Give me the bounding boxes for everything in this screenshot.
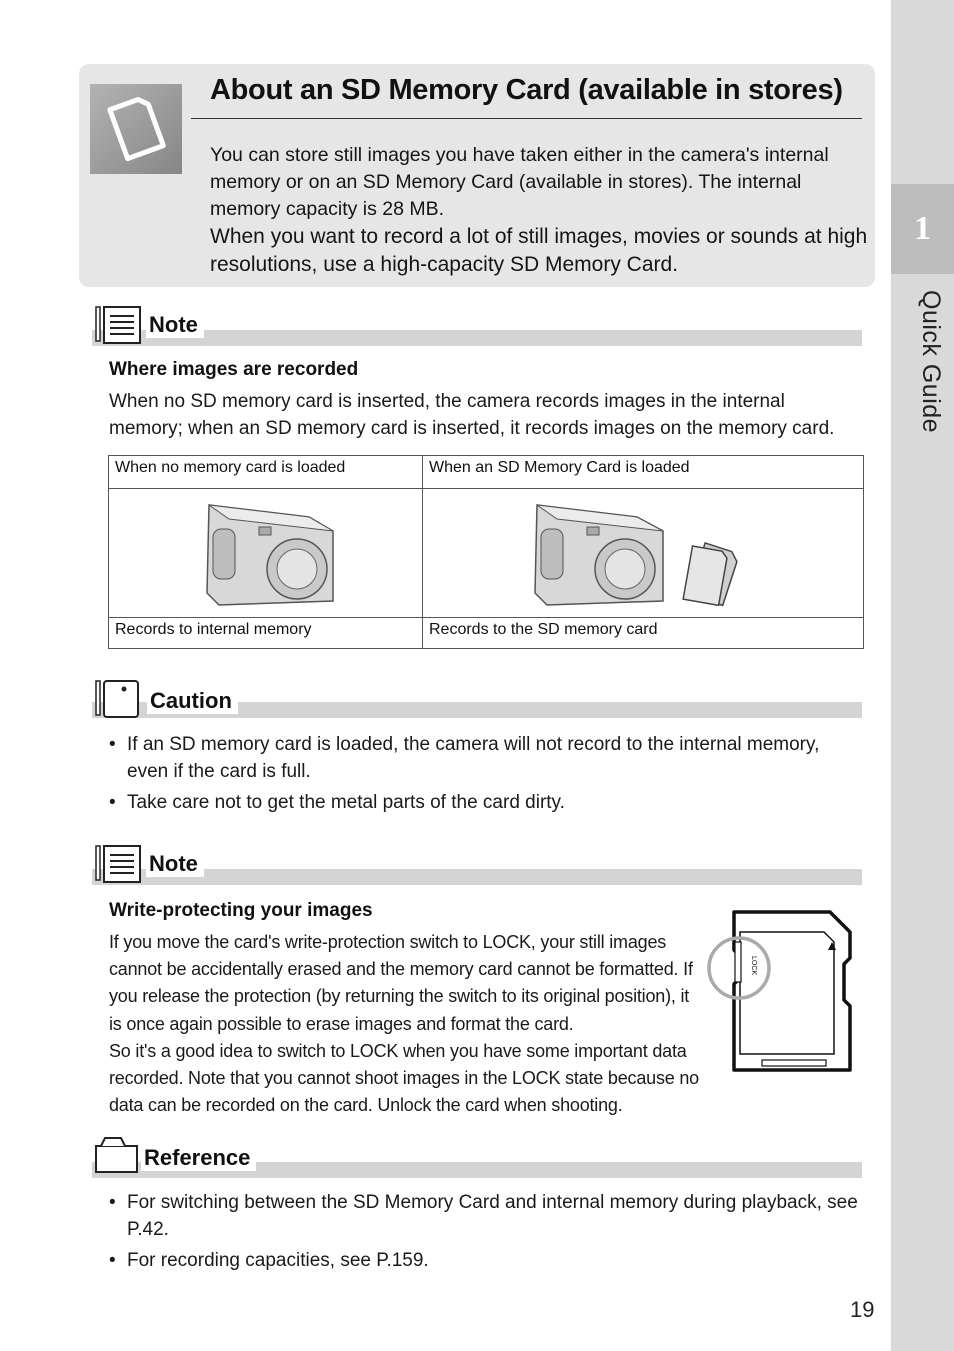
write-protect-text [109, 929, 699, 1119]
reference-list [109, 1189, 859, 1278]
note-icon [94, 844, 144, 889]
folder-icon [93, 1134, 143, 1181]
page-number: 19 [850, 1297, 875, 1322]
sd-card-title-icon [90, 84, 182, 174]
recording-comparison-table [108, 455, 864, 649]
chapter-number: 1 [891, 184, 954, 274]
chapter-label: Quick Guide [917, 290, 945, 434]
caution-icon [94, 679, 144, 724]
intro-paragraph-1: You can store still images you have taken either in the camera's internal memory or on an SD Memory Card (available in stores). The internal memory capacity is 28 MB. [210, 144, 829, 220]
camera-illustration [109, 489, 422, 612]
list-item: • If an SD memory card is loaded, the camera will not record to the internal memory, even if the card is full. [109, 731, 859, 785]
write-protect-paragraph-1: If you move the card's write-protection switch to LOCK, your still images cannot be accidentally erased and the memory card cannot be formatted. If you release the protection (by returning the switch to its original position), it is once again possible to erase images and format the card. [109, 932, 693, 1034]
table-header-cell: When an SD Memory Card is loaded [423, 456, 864, 489]
note-heading: Note [146, 851, 204, 877]
sd-card-lock-diagram [704, 906, 856, 1081]
table-header-cell: When no memory card is loaded [109, 456, 423, 489]
page-title: About an SD Memory Card (available in stores) [210, 74, 843, 106]
intro-text [210, 142, 870, 279]
caution-list [109, 731, 859, 820]
table-footer-cell: Records to internal memory [109, 618, 423, 649]
list-item: • For switching between the SD Memory Card and internal memory during playback, see P.42. [109, 1189, 859, 1243]
chapter-side-tab [891, 0, 954, 1351]
list-item: • For recording capacities, see P.159. [109, 1247, 859, 1274]
note-body: When no SD memory card is inserted, the camera records images in the internal memory; when an SD memory card is inserted, it records images on the memory card. [109, 391, 835, 439]
note-subheading: Where images are recorded [109, 359, 359, 380]
lock-label: LOCK [750, 956, 757, 976]
write-protect-paragraph-2: So it's a good idea to switch to LOCK when you have some important data recorded. Note that you cannot shoot images in the LOCK state because no data can be recorded on the card. Unlock the card when shooting. [109, 1040, 699, 1116]
camera-image-cell [109, 489, 423, 618]
note-section-bar [92, 869, 862, 885]
caution-heading: Caution [147, 688, 238, 714]
list-item: • Take care not to get the metal parts of the card dirty. [109, 789, 859, 816]
note-heading: Note [146, 312, 204, 338]
title-divider [191, 118, 862, 119]
note-section-bar [92, 330, 862, 346]
note-subheading: Write-protecting your images [109, 900, 373, 921]
camera-and-sd-card-illustration [423, 489, 863, 612]
table-footer-cell: Records to the SD memory card [423, 618, 864, 649]
intro-paragraph-2: When you want to record a lot of still images, movies or sounds at high resolutions, use a high-capacity SD Memory Card. [210, 225, 868, 276]
note-icon [94, 305, 144, 350]
reference-heading: Reference [141, 1145, 256, 1171]
camera-with-card-image-cell [423, 489, 864, 618]
